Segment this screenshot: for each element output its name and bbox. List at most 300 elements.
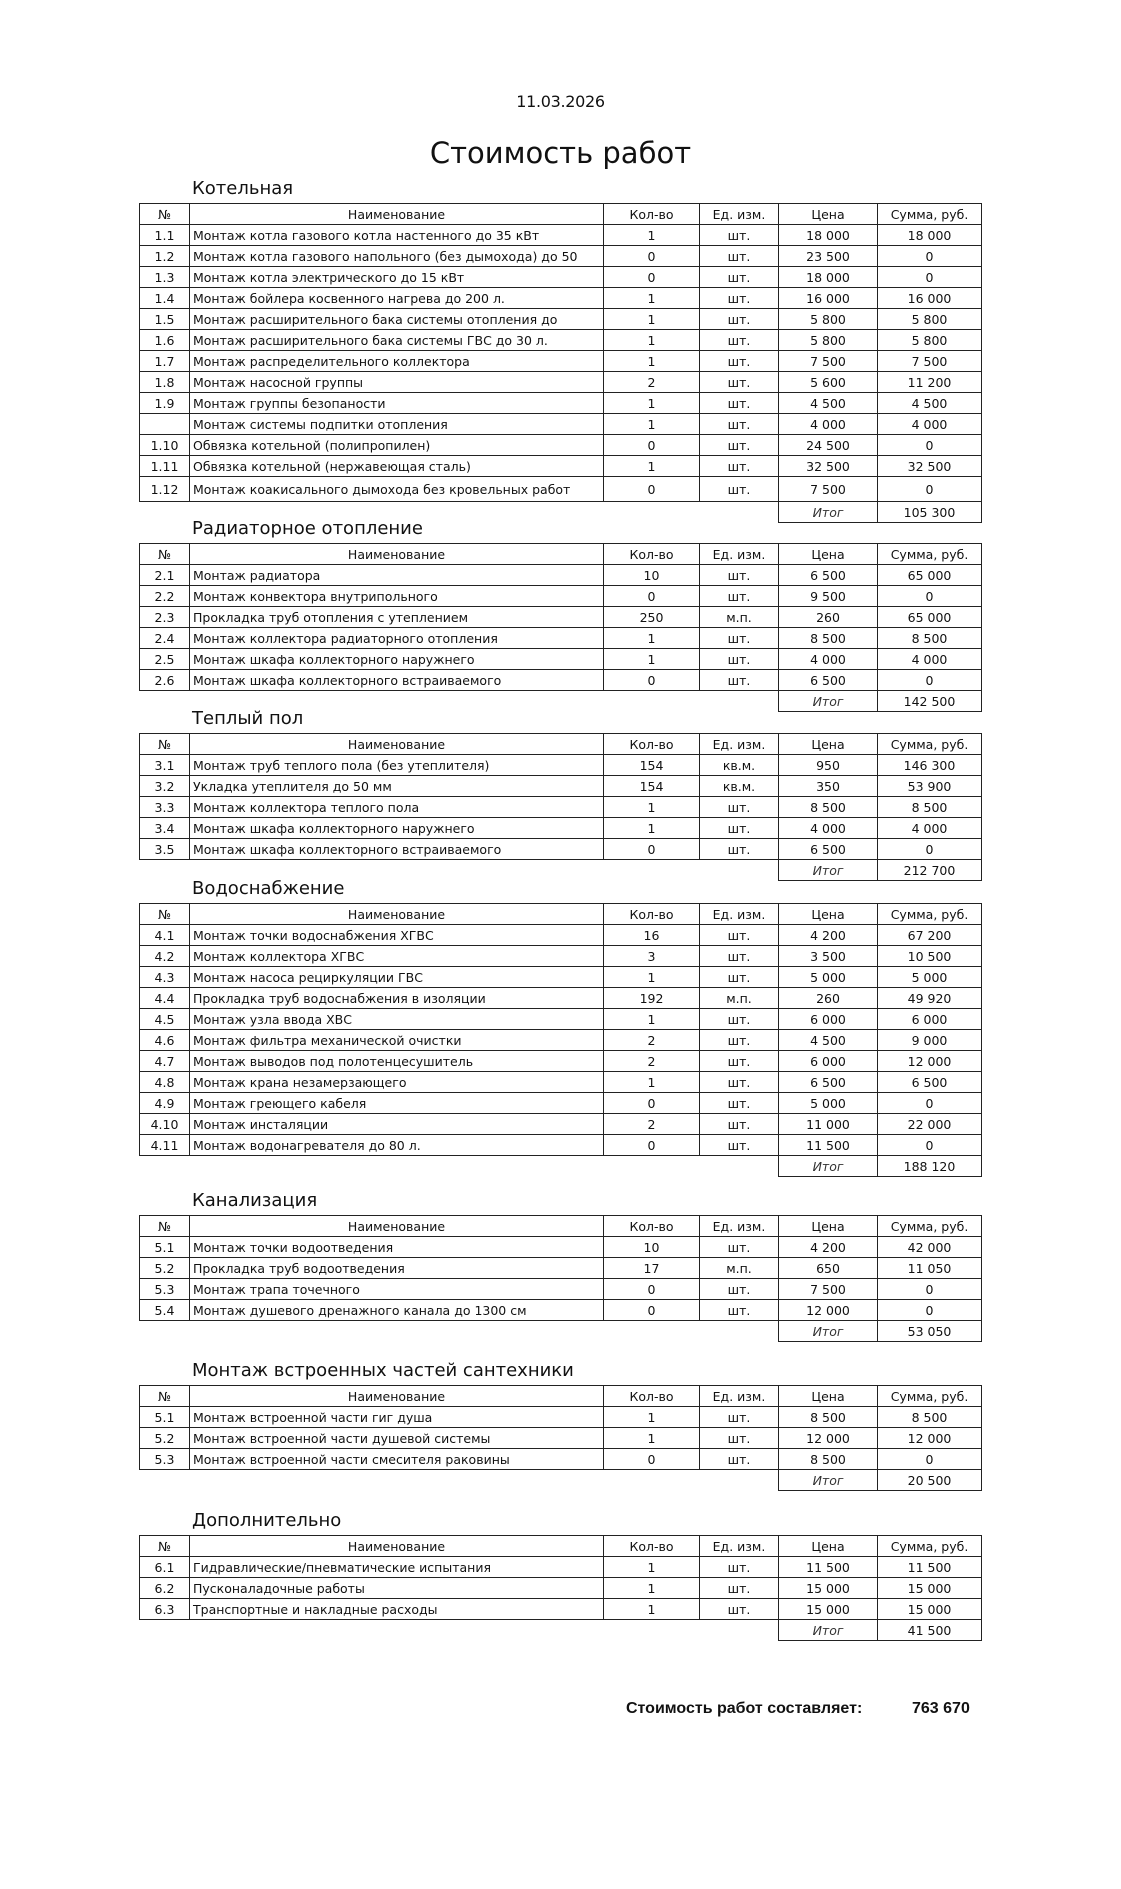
table-row <box>140 309 982 330</box>
table-header-row <box>140 1536 982 1557</box>
cell-unit: шт. <box>700 1428 779 1449</box>
table-row <box>140 351 982 372</box>
cell-qty: 0 <box>604 246 700 267</box>
table-header-row <box>140 544 982 565</box>
column-header-unit: Ед. изм. <box>700 904 779 925</box>
cell-price: 5 000 <box>779 1093 878 1114</box>
total-label: Итог <box>779 1156 878 1177</box>
table-row <box>140 1557 982 1578</box>
cell-unit: шт. <box>700 267 779 288</box>
cell-unit: шт. <box>700 839 779 860</box>
column-header-qty: Кол-во <box>604 734 700 755</box>
total-row <box>140 1620 982 1641</box>
column-header-unit: Ед. изм. <box>700 1386 779 1407</box>
table-row <box>140 1135 982 1156</box>
table-row <box>140 456 982 477</box>
cell-no: 4.4 <box>140 988 190 1009</box>
cell-no: 5.1 <box>140 1407 190 1428</box>
cell-unit: шт. <box>700 435 779 456</box>
table-header-row <box>140 734 982 755</box>
cell-name: Монтаж встроенной части смесителя раковины <box>190 1449 604 1470</box>
cell-unit: шт. <box>700 649 779 670</box>
table-row <box>140 1009 982 1030</box>
cell-unit: шт. <box>700 1449 779 1470</box>
cell-sum: 0 <box>878 670 982 691</box>
cell-price: 4 200 <box>779 925 878 946</box>
column-header-name: Наименование <box>190 904 604 925</box>
section <box>139 708 981 881</box>
cell-price: 5 800 <box>779 330 878 351</box>
cell-sum: 65 000 <box>878 565 982 586</box>
cell-name: Монтаж коакисального дымохода без кровельных работ <box>190 477 604 502</box>
cell-sum: 10 500 <box>878 946 982 967</box>
cell-sum: 0 <box>878 1279 982 1300</box>
cell-sum: 5 800 <box>878 330 982 351</box>
cell-unit: шт. <box>700 1279 779 1300</box>
cell-price: 7 500 <box>779 351 878 372</box>
cell-unit: шт. <box>700 586 779 607</box>
table-row <box>140 1237 982 1258</box>
cell-unit: шт. <box>700 1407 779 1428</box>
cell-name: Обвязка котельной (полипропилен) <box>190 435 604 456</box>
column-header-price: Цена <box>779 734 878 755</box>
cell-no: 3.1 <box>140 755 190 776</box>
cell-name: Монтаж встроенной части гиг душа <box>190 1407 604 1428</box>
column-header-no: № <box>140 1386 190 1407</box>
column-header-qty: Кол-во <box>604 1536 700 1557</box>
cell-sum: 15 000 <box>878 1599 982 1620</box>
column-header-sum: Сумма, руб. <box>878 734 982 755</box>
cell-unit: шт. <box>700 309 779 330</box>
cell-no: 1.7 <box>140 351 190 372</box>
cell-unit: шт. <box>700 967 779 988</box>
column-header-name: Наименование <box>190 1216 604 1237</box>
cell-name: Монтаж радиатора <box>190 565 604 586</box>
cell-qty: 1 <box>604 456 700 477</box>
table-row <box>140 1578 982 1599</box>
cell-sum: 5 000 <box>878 967 982 988</box>
cell-no: 1.1 <box>140 225 190 246</box>
cell-price: 4 500 <box>779 1030 878 1051</box>
cell-qty: 154 <box>604 776 700 797</box>
cell-sum: 0 <box>878 1300 982 1321</box>
grand-total-value: 763 670 <box>912 1700 970 1717</box>
cell-price: 5 000 <box>779 967 878 988</box>
cell-name: Монтаж коллектора ХГВС <box>190 946 604 967</box>
cell-qty: 250 <box>604 607 700 628</box>
cell-unit: кв.м. <box>700 755 779 776</box>
column-header-price: Цена <box>779 904 878 925</box>
cell-name: Монтаж котла газового напольного (без дымохода) до 50 <box>190 246 604 267</box>
cell-unit: шт. <box>700 1093 779 1114</box>
column-header-no: № <box>140 1216 190 1237</box>
cell-name: Монтаж котла газового котла настенного до 35 кВт <box>190 225 604 246</box>
cell-qty: 192 <box>604 988 700 1009</box>
cell-qty: 1 <box>604 1428 700 1449</box>
table-row <box>140 1030 982 1051</box>
cell-sum: 12 000 <box>878 1051 982 1072</box>
cell-no: 1.6 <box>140 330 190 351</box>
cell-unit: шт. <box>700 1300 779 1321</box>
cell-name: Монтаж точки водоснабжения ХГВС <box>190 925 604 946</box>
cell-sum: 11 050 <box>878 1258 982 1279</box>
column-header-price: Цена <box>779 1536 878 1557</box>
column-header-qty: Кол-во <box>604 1386 700 1407</box>
cell-sum: 42 000 <box>878 1237 982 1258</box>
table-row <box>140 1407 982 1428</box>
cell-qty: 1 <box>604 330 700 351</box>
document-date: 11.03.2026 <box>516 92 605 111</box>
table-row <box>140 1599 982 1620</box>
total-row <box>140 1321 982 1342</box>
column-header-sum: Сумма, руб. <box>878 1216 982 1237</box>
total-label: Итог <box>779 1620 878 1641</box>
cell-unit: м.п. <box>700 988 779 1009</box>
cell-price: 650 <box>779 1258 878 1279</box>
cell-no: 1.9 <box>140 393 190 414</box>
total-label: Итог <box>779 1470 878 1491</box>
cell-name: Монтаж шкафа коллекторного встраиваемого <box>190 839 604 860</box>
cell-price: 7 500 <box>779 477 878 502</box>
cell-price: 16 000 <box>779 288 878 309</box>
table-row <box>140 925 982 946</box>
column-header-name: Наименование <box>190 204 604 225</box>
section-title: Канализация <box>192 1190 318 1211</box>
total-label: Итог <box>779 860 878 881</box>
table-row <box>140 607 982 628</box>
cell-qty: 2 <box>604 372 700 393</box>
cell-name: Гидравлические/пневматические испытания <box>190 1557 604 1578</box>
cell-no: 5.2 <box>140 1258 190 1279</box>
cell-qty: 1 <box>604 225 700 246</box>
table-row <box>140 1449 982 1470</box>
column-header-no: № <box>140 734 190 755</box>
section-title: Теплый пол <box>192 708 304 729</box>
cell-qty: 1 <box>604 1557 700 1578</box>
cell-price: 4 000 <box>779 414 878 435</box>
cell-no: 4.1 <box>140 925 190 946</box>
cell-name: Обвязка котельной (нержавеющая сталь) <box>190 456 604 477</box>
cell-no: 4.9 <box>140 1093 190 1114</box>
table-header-row <box>140 1216 982 1237</box>
table-row <box>140 586 982 607</box>
cell-price: 4 000 <box>779 649 878 670</box>
cell-name: Монтаж коллектора теплого пола <box>190 797 604 818</box>
cell-sum: 146 300 <box>878 755 982 776</box>
cell-name: Укладка утеплителя до 50 мм <box>190 776 604 797</box>
cell-unit: шт. <box>700 628 779 649</box>
cell-name: Прокладка труб водоснабжения в изоляции <box>190 988 604 1009</box>
cell-no: 4.5 <box>140 1009 190 1030</box>
table-row <box>140 414 982 435</box>
total-row <box>140 1156 982 1177</box>
column-header-name: Наименование <box>190 1386 604 1407</box>
cell-no: 1.3 <box>140 267 190 288</box>
column-header-qty: Кол-во <box>604 204 700 225</box>
column-header-qty: Кол-во <box>604 544 700 565</box>
cell-unit: шт. <box>700 1599 779 1620</box>
cell-unit: м.п. <box>700 1258 779 1279</box>
cell-price: 6 000 <box>779 1009 878 1030</box>
cell-qty: 2 <box>604 1114 700 1135</box>
cell-name: Монтаж точки водоотведения <box>190 1237 604 1258</box>
cell-sum: 4 000 <box>878 414 982 435</box>
cell-qty: 1 <box>604 818 700 839</box>
cell-name: Монтаж бойлера косвенного нагрева до 200 л. <box>190 288 604 309</box>
cell-unit: шт. <box>700 393 779 414</box>
cell-unit: шт. <box>700 670 779 691</box>
table-row <box>140 967 982 988</box>
cell-sum: 15 000 <box>878 1578 982 1599</box>
cell-name: Монтаж душевого дренажного канала до 1300 см <box>190 1300 604 1321</box>
cell-qty: 0 <box>604 1300 700 1321</box>
section <box>139 1360 981 1491</box>
cell-no: 5.4 <box>140 1300 190 1321</box>
cell-qty: 1 <box>604 414 700 435</box>
column-header-unit: Ед. изм. <box>700 204 779 225</box>
cell-price: 9 500 <box>779 586 878 607</box>
cell-no: 2.2 <box>140 586 190 607</box>
section-table <box>139 543 982 712</box>
cell-sum: 32 500 <box>878 456 982 477</box>
cell-qty: 1 <box>604 1009 700 1030</box>
cell-price: 7 500 <box>779 1279 878 1300</box>
table-header-row <box>140 1386 982 1407</box>
cell-no: 3.4 <box>140 818 190 839</box>
cell-unit: шт. <box>700 225 779 246</box>
cell-price: 6 500 <box>779 565 878 586</box>
column-header-sum: Сумма, руб. <box>878 1386 982 1407</box>
section <box>139 518 981 712</box>
cell-name: Монтаж узла ввода ХВС <box>190 1009 604 1030</box>
cell-unit: шт. <box>700 1237 779 1258</box>
cell-name: Монтаж котла электрического до 15 кВт <box>190 267 604 288</box>
cell-name: Пусконаладочные работы <box>190 1578 604 1599</box>
cell-price: 5 600 <box>779 372 878 393</box>
section-table <box>139 733 982 881</box>
table-row <box>140 1279 982 1300</box>
table-row <box>140 288 982 309</box>
cell-price: 18 000 <box>779 225 878 246</box>
cell-unit: шт. <box>700 1578 779 1599</box>
table-row <box>140 1428 982 1449</box>
column-header-no: № <box>140 1536 190 1557</box>
cell-unit: шт. <box>700 1030 779 1051</box>
cell-qty: 10 <box>604 1237 700 1258</box>
column-header-qty: Кол-во <box>604 1216 700 1237</box>
cell-qty: 0 <box>604 586 700 607</box>
section-title: Монтаж встроенных частей сантехники <box>192 1360 574 1381</box>
cell-no: 4.8 <box>140 1072 190 1093</box>
cell-unit: шт. <box>700 925 779 946</box>
cell-sum: 53 900 <box>878 776 982 797</box>
total-value: 142 500 <box>878 691 982 712</box>
cell-no: 1.4 <box>140 288 190 309</box>
cell-unit: шт. <box>700 818 779 839</box>
cell-sum: 18 000 <box>878 225 982 246</box>
cell-no <box>140 414 190 435</box>
cell-sum: 0 <box>878 1093 982 1114</box>
table-row <box>140 818 982 839</box>
cell-sum: 8 500 <box>878 797 982 818</box>
cell-price: 8 500 <box>779 797 878 818</box>
cell-price: 24 500 <box>779 435 878 456</box>
cell-name: Монтаж распределительного коллектора <box>190 351 604 372</box>
cell-name: Монтаж расширительного бака системы ГВС до 30 л. <box>190 330 604 351</box>
cell-price: 350 <box>779 776 878 797</box>
cell-unit: шт. <box>700 330 779 351</box>
cell-name: Монтаж шкафа коллекторного наружнего <box>190 818 604 839</box>
column-header-sum: Сумма, руб. <box>878 544 982 565</box>
grand-total-label: Стоимость работ составляет: <box>626 1700 863 1717</box>
cell-qty: 1 <box>604 797 700 818</box>
table-row <box>140 246 982 267</box>
cell-qty: 3 <box>604 946 700 967</box>
cell-no: 5.2 <box>140 1428 190 1449</box>
section <box>139 1510 981 1641</box>
cell-price: 6 000 <box>779 1051 878 1072</box>
section-table <box>139 1215 982 1342</box>
table-row <box>140 797 982 818</box>
column-header-no: № <box>140 904 190 925</box>
section <box>139 878 981 1177</box>
total-value: 53 050 <box>878 1321 982 1342</box>
total-value: 105 300 <box>878 502 982 523</box>
table-row <box>140 946 982 967</box>
cell-price: 12 000 <box>779 1300 878 1321</box>
column-header-price: Цена <box>779 544 878 565</box>
cell-price: 11 000 <box>779 1114 878 1135</box>
cell-sum: 0 <box>878 267 982 288</box>
cell-price: 11 500 <box>779 1135 878 1156</box>
table-row <box>140 988 982 1009</box>
cell-qty: 2 <box>604 1030 700 1051</box>
cell-sum: 0 <box>878 1449 982 1470</box>
cell-sum: 8 500 <box>878 1407 982 1428</box>
cell-name: Транспортные и накладные расходы <box>190 1599 604 1620</box>
cell-unit: шт. <box>700 565 779 586</box>
cell-unit: шт. <box>700 477 779 502</box>
column-header-unit: Ед. изм. <box>700 1216 779 1237</box>
cell-qty: 1 <box>604 628 700 649</box>
column-header-price: Цена <box>779 1216 878 1237</box>
column-header-sum: Сумма, руб. <box>878 1536 982 1557</box>
column-header-unit: Ед. изм. <box>700 544 779 565</box>
column-header-name: Наименование <box>190 1536 604 1557</box>
cell-sum: 4 000 <box>878 649 982 670</box>
cell-unit: шт. <box>700 351 779 372</box>
table-row <box>140 670 982 691</box>
table-row <box>140 1093 982 1114</box>
cell-sum: 67 200 <box>878 925 982 946</box>
section-title: Радиаторное отопление <box>192 518 423 539</box>
cell-sum: 0 <box>878 1135 982 1156</box>
cell-name: Прокладка труб водоотведения <box>190 1258 604 1279</box>
column-header-unit: Ед. изм. <box>700 1536 779 1557</box>
cell-no: 4.10 <box>140 1114 190 1135</box>
cell-qty: 0 <box>604 1449 700 1470</box>
cell-qty: 0 <box>604 477 700 502</box>
cell-qty: 1 <box>604 1578 700 1599</box>
column-header-sum: Сумма, руб. <box>878 904 982 925</box>
cell-qty: 0 <box>604 1279 700 1300</box>
cell-unit: м.п. <box>700 607 779 628</box>
table-row <box>140 1258 982 1279</box>
cell-price: 4 200 <box>779 1237 878 1258</box>
column-header-price: Цена <box>779 204 878 225</box>
cell-qty: 16 <box>604 925 700 946</box>
cell-no: 5.3 <box>140 1279 190 1300</box>
column-header-unit: Ед. изм. <box>700 734 779 755</box>
cell-price: 6 500 <box>779 670 878 691</box>
cell-unit: шт. <box>700 414 779 435</box>
table-row <box>140 565 982 586</box>
cell-no: 2.6 <box>140 670 190 691</box>
total-label: Итог <box>779 1321 878 1342</box>
table-row <box>140 225 982 246</box>
cell-unit: кв.м. <box>700 776 779 797</box>
table-row <box>140 435 982 456</box>
table-row <box>140 628 982 649</box>
section-table <box>139 203 982 523</box>
cell-no: 5.1 <box>140 1237 190 1258</box>
cell-name: Монтаж труб теплого пола (без утеплителя) <box>190 755 604 776</box>
cell-price: 260 <box>779 607 878 628</box>
section-title: Водоснабжение <box>192 878 345 899</box>
table-row <box>140 372 982 393</box>
cell-sum: 22 000 <box>878 1114 982 1135</box>
cell-sum: 4 500 <box>878 393 982 414</box>
section-table <box>139 903 982 1177</box>
table-row <box>140 1114 982 1135</box>
cell-price: 18 000 <box>779 267 878 288</box>
cell-qty: 1 <box>604 288 700 309</box>
table-header-row <box>140 204 982 225</box>
cell-no: 1.12 <box>140 477 190 502</box>
cell-unit: шт. <box>700 946 779 967</box>
grand-total <box>626 1700 970 1718</box>
table-row <box>140 330 982 351</box>
cell-no: 5.3 <box>140 1449 190 1470</box>
cell-unit: шт. <box>700 1135 779 1156</box>
cell-price: 6 500 <box>779 839 878 860</box>
cell-unit: шт. <box>700 1009 779 1030</box>
total-value: 212 700 <box>878 860 982 881</box>
column-header-sum: Сумма, руб. <box>878 204 982 225</box>
cell-sum: 0 <box>878 435 982 456</box>
cell-no: 3.3 <box>140 797 190 818</box>
cell-no: 1.2 <box>140 246 190 267</box>
cell-no: 6.3 <box>140 1599 190 1620</box>
cell-price: 4 000 <box>779 818 878 839</box>
cell-no: 4.7 <box>140 1051 190 1072</box>
table-row <box>140 1072 982 1093</box>
total-label: Итог <box>779 502 878 523</box>
cell-qty: 2 <box>604 1051 700 1072</box>
cell-no: 6.1 <box>140 1557 190 1578</box>
cell-name: Монтаж шкафа коллекторного встраиваемого <box>190 670 604 691</box>
cell-qty: 0 <box>604 267 700 288</box>
cell-sum: 11 200 <box>878 372 982 393</box>
cell-name: Монтаж крана незамерзающего <box>190 1072 604 1093</box>
cell-sum: 16 000 <box>878 288 982 309</box>
cell-sum: 0 <box>878 477 982 502</box>
cell-price: 950 <box>779 755 878 776</box>
cell-sum: 4 000 <box>878 818 982 839</box>
column-header-qty: Кол-во <box>604 904 700 925</box>
cell-no: 1.10 <box>140 435 190 456</box>
section-table <box>139 1385 982 1491</box>
